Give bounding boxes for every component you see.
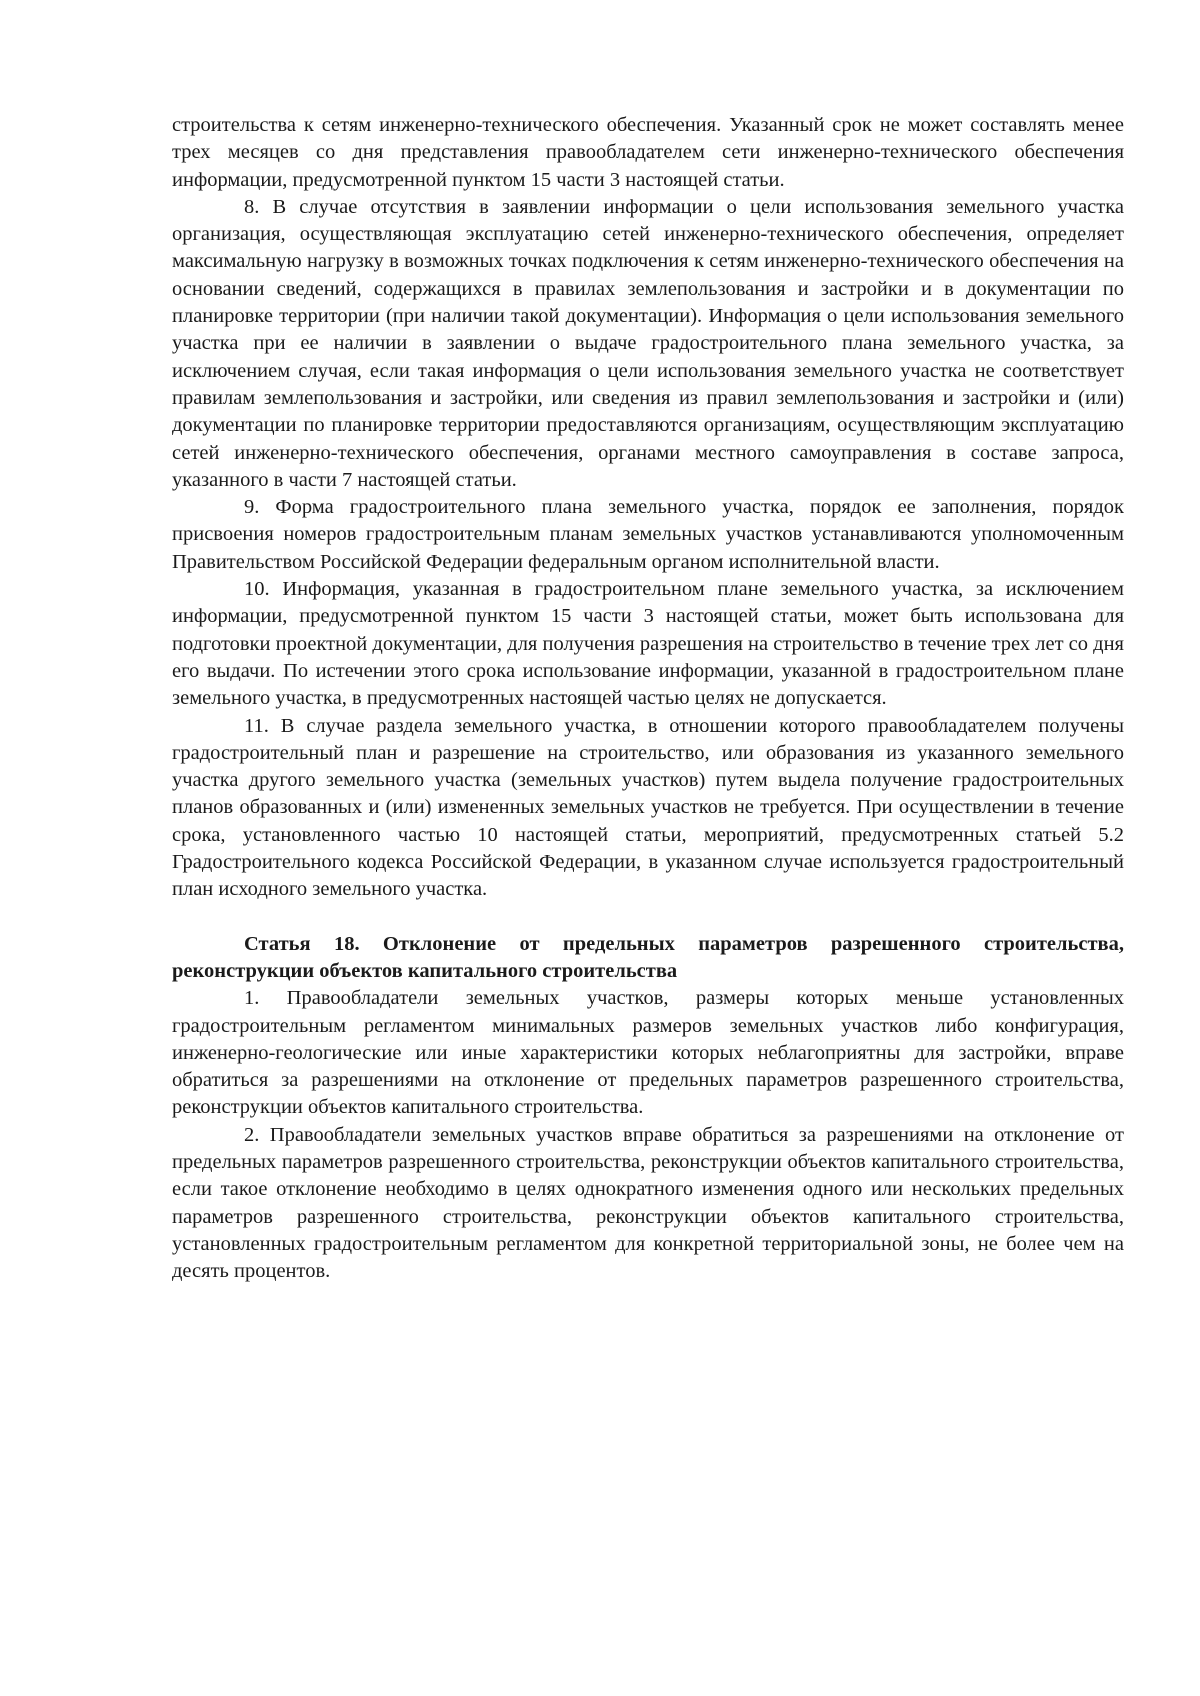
article-18-heading: Статья 18. Отклонение от предельных параметров разрешенного строительства, реконструкции объектов капитального строительства	[172, 932, 1124, 982]
article-18-paragraph-1: 1. Правообладатели земельных участков, размеры которых меньше установленных градостроительным регламентом минимальных размеров земельных участков либо конфигурация, инженерно-геологические или иные характеристики которых неблагоприятны для застройки, вправе обратиться за разрешениями на отклонение от предельных параметров разрешенного строительства, реконструкции объектов капитального строительства.	[172, 987, 1124, 1119]
paragraph-8: 8. В случае отсутствия в заявлении информации о цели использования земельного участка организация, осуществляющая эксплуатацию сетей инженерно-технического обеспечения, определяет максимальную нагрузку в возможных точках подключения к сетям инженерно-технического обеспечения на основании сведений, содержащихся в правилах землепользования и застройки и в документации по планировке территории (при наличии такой документации). Информация о цели использования земельного участка при ее наличии в заявлении о выдаче градостроительного плана земельного участка, за исключением случая, если такая информация о цели использования земельного участка не соответствует правилам землепользования и застройки, или сведения из правил землепользования и застройки и (или) документации по планировке территории предоставляются организациям, осуществляющим эксплуатацию сетей инженерно-технического обеспечения, органами местного самоуправления в составе запроса, указанного в части 7 настоящей статьи.	[172, 195, 1124, 491]
article-18-paragraph-2: 2. Правообладатели земельных участков вправе обратиться за разрешениями на отклонение от предельных параметров разрешенного строительства, реконструкции объектов капитального строительства, если такое отклонение необходимо в целях однократного изменения одного или нескольких предельных параметров разрешенного строительства, реконструкции объектов капитального строительства, установленных градостроительным регламентом для конкретной территориальной зоны, не более чем на десять процентов.	[172, 1123, 1124, 1283]
paragraph-10: 10. Информация, указанная в градостроительном плане земельного участка, за исключением информации, предусмотренной пунктом 15 части 3 настоящей статьи, может быть использована для подготовки проектной документации, для получения разрешения на строительство в течение трех лет со дня его выдачи. По истечении этого срока использование информации, указанной в градостроительном плане земельного участка, в предусмотренных настоящей частью целях не допускается.	[172, 578, 1124, 710]
document-page	[172, 112, 1124, 1285]
paragraph-continuation: строительства к сетям инженерно-технического обеспечения. Указанный срок не может составлять менее трех месяцев со дня представления правообладателем сети инженерно-технического обеспечения информации, предусмотренной пунктом 15 части 3 настоящей статьи.	[172, 114, 1124, 191]
paragraph-9: 9. Форма градостроительного плана земельного участка, порядок ее заполнения, порядок присвоения номеров градостроительным планам земельных участков устанавливаются уполномоченным Правительством Российской Федерации федеральным органом исполнительной власти.	[172, 496, 1124, 573]
paragraph-11: 11. В случае раздела земельного участка, в отношении которого правообладателем получены градостроительный план и разрешение на строительство, или образования из указанного земельного участка другого земельного участка (земельных участков) путем выдела получение градостроительных планов образованных и (или) измененных земельных участков не требуется. При осуществлении в течение срока, установленного частью 10 настоящей статьи, мероприятий, предусмотренных статьей 5.2 Градостроительного кодекса Российской Федерации, в указанном случае используется градостроительный план исходного земельного участка.	[172, 714, 1124, 901]
